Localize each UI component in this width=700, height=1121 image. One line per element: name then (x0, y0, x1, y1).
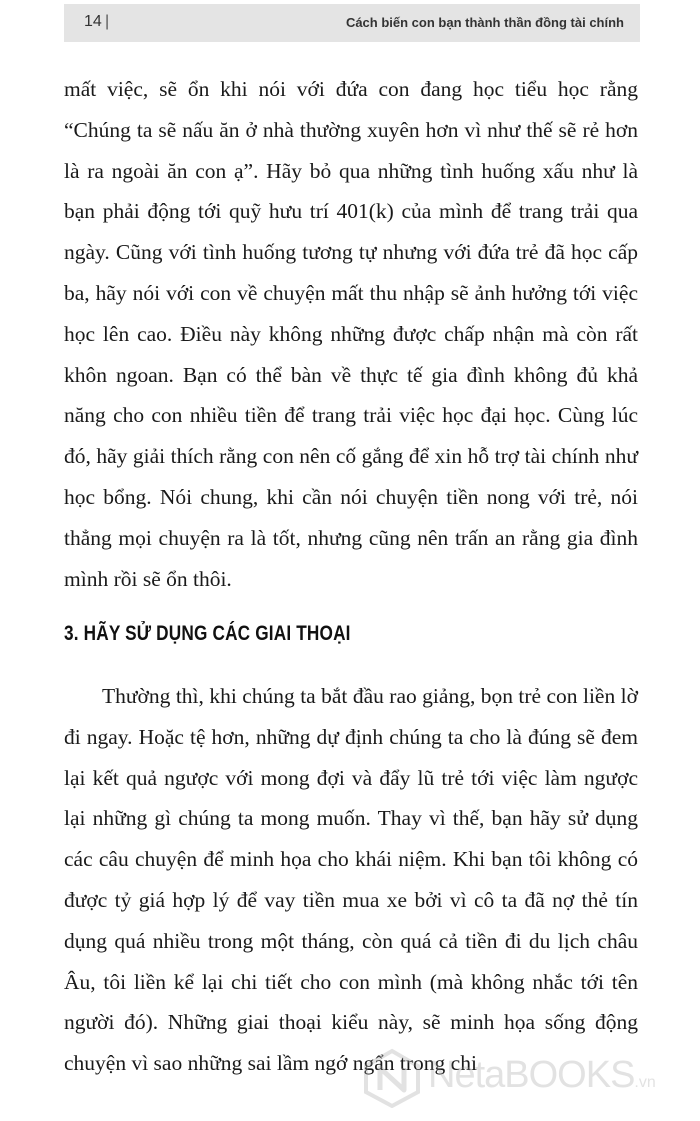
header-divider: | (105, 13, 110, 30)
netabooks-logo-icon (362, 1048, 422, 1108)
watermark-text (428, 1054, 656, 1097)
body-paragraph-2: Thường thì, khi chúng ta bắt đầu rao giảng, bọn trẻ con liền lờ đi ngay. Hoặc tệ hơn, những dự định chúng ta cho là đúng sẽ đem lại kết quả ngược với mong đợi và đẩy lũ trẻ tới việc làm ngược lại những gì chúng ta mong muốn. Thay vì thế, bạn hãy sử dụng các câu chuyện để minh họa cho khái niệm. Khi bạn tôi không có được tỷ giá hợp lý để vay tiền mua xe bởi vì cô ta đã nợ thẻ tín dụng quá nhiều trong một tháng, còn quá cả tiền đi du lịch châu Âu, tôi liền kể lại chi tiết cho con mình (mà không nhắc tới tên người đó). Những giai thoại kiểu này, sẽ minh họa sống động chuyện vì sao những sai lầm ngớ ngẩn trong chi (64, 684, 638, 1076)
body-paragraph-1: mất việc, sẽ ổn khi nói với đứa con đang học tiểu học rằng “Chúng ta sẽ nấu ăn ở nhà thường xuyên hơn vì như thế sẽ rẻ hơn là ra ngoài ăn con ạ”. Hãy bỏ qua những tình huống xấu như là bạn phải động tới quỹ hưu trí 401(k) của mình để trang trải qua ngày. Cũng với tình huống tương tự nhưng với đứa trẻ đã học cấp ba, hãy nói với con về chuyện mất thu nhập sẽ ảnh hưởng tới việc học lên cao. Điều này không những được chấp nhận mà còn rất khôn ngoan. Bạn có thể bàn về thực tế gia đình không đủ khả năng cho con nhiều tiền để trang trải việc học đại học. Cùng lúc đó, hãy giải thích rằng con nên cố gắng để xin hỗ trợ tài chính như học bổng. Nói chung, khi cần nói chuyện tiền nong với trẻ, nói thẳng mọi chuyện ra là tốt, nhưng cũng nên trấn an rằng gia đình mình rồi sẽ ổn thôi. (64, 77, 638, 591)
watermark-brand: NetaBOOKS (428, 1054, 635, 1096)
page-number: 14 (84, 13, 102, 30)
section-heading: 3. HÃY SỬ DỤNG CÁC GIAI THOẠI (64, 622, 351, 645)
publisher-watermark (362, 1046, 682, 1116)
watermark-suffix: .vn (634, 1074, 656, 1091)
running-title: Cách biến con bạn thành thần đồng tài chính (345, 15, 624, 30)
